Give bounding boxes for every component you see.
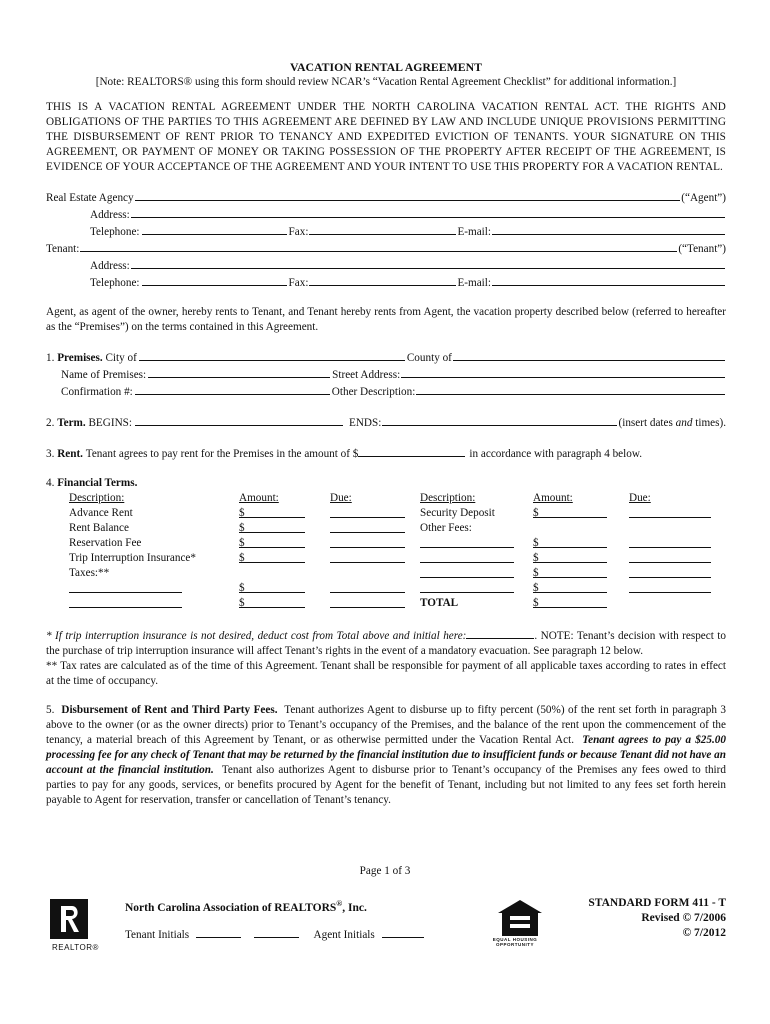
dollar-sign: $	[533, 582, 539, 594]
item-advance-rent: Advance Rent	[69, 507, 133, 519]
confirmation-field[interactable]	[135, 383, 330, 395]
dollar-sign: $	[533, 507, 539, 519]
equal-housing-icon	[497, 899, 543, 942]
trip-insurance-due[interactable]	[330, 551, 405, 563]
tenant-field[interactable]	[80, 240, 677, 252]
disbursement-text-a: Tenant authorizes Agent to disburse up to fifty percent (50%) of the rent set forth in paragraph 3 above to the owner (or as the owner directs) prior to Tenant’s occupancy of the Premises, and the balance of the rent upon the commencement of the tenancy, a material breach of this Agreement by Tenant, or as otherwise permitted under the Vacation Rental Act.	[46, 704, 726, 746]
page-number: Page 1 of 3	[359, 865, 411, 877]
rent-text-b: in accordance with paragraph 4 below.	[469, 448, 642, 460]
agency-field[interactable]	[135, 189, 681, 201]
financial-table	[69, 491, 726, 627]
extra-description-field[interactable]	[69, 581, 182, 593]
agent-suffix: (“Agent”)	[681, 192, 726, 204]
premises-number: 1.	[46, 352, 55, 364]
agent-initials-field[interactable]	[382, 926, 424, 938]
county-field[interactable]	[453, 349, 725, 361]
city-label: City of	[105, 352, 137, 364]
tenant-initials-field[interactable]	[196, 926, 241, 938]
document-title: VACATION RENTAL AGREEMENT	[289, 60, 483, 74]
other-fee-description[interactable]	[420, 566, 514, 578]
rent-text-a: Tenant agrees to pay rent for the Premises in the amount of $	[85, 448, 359, 460]
dollar-sign: $	[239, 582, 245, 594]
tenant-email-field[interactable]	[492, 274, 725, 286]
street-field[interactable]	[401, 366, 725, 378]
registered-mark: ®	[336, 899, 343, 908]
address-label: Address:	[90, 260, 130, 272]
dollar-sign: $	[533, 597, 539, 609]
ends-field[interactable]	[382, 414, 617, 426]
other-fee-description[interactable]	[420, 551, 514, 563]
telephone-label: Telephone:	[90, 277, 140, 289]
email-label: E-mail:	[457, 226, 491, 238]
tax-note: ** Tax rates are calculated as of the time of this Agreement. Tenant shall be responsible for payment of all applicable taxes according to rates in effect at the time of occupancy.	[46, 660, 726, 687]
disbursement-paragraph	[46, 703, 726, 808]
agency-row	[46, 189, 726, 206]
premises-name-field[interactable]	[148, 366, 330, 378]
ends-label: ENDS:	[348, 417, 382, 429]
dollar-sign: $	[239, 537, 245, 549]
realtor-logo-label: REALTOR®	[52, 943, 99, 952]
term-number: 2.	[46, 417, 55, 429]
other-fee-description[interactable]	[420, 581, 514, 593]
right-amount-header: Amount:	[533, 492, 573, 504]
other-fee-amount[interactable]	[533, 581, 607, 593]
financial-number: 4.	[46, 477, 55, 489]
agency-fax-field[interactable]	[309, 223, 456, 235]
dollar-sign: $	[239, 507, 245, 519]
financial-heading-row	[46, 476, 726, 491]
extra-amount-field[interactable]	[239, 581, 305, 593]
rent-heading: Rent.	[57, 448, 83, 460]
agency-address-row	[46, 206, 726, 223]
confirmation-label: Confirmation #:	[61, 386, 133, 398]
opportunity-text: OPPORTUNITY	[495, 942, 534, 947]
other-fee-description[interactable]	[420, 536, 514, 548]
address-label: Address:	[90, 209, 130, 221]
tenant-row	[46, 240, 726, 257]
realtor-note: [Note: REALTORS® using this form should review NCAR’s “Vacation Rental Agreement Checklist” for additional information.]	[95, 76, 677, 88]
disbursement-text-b: Tenant also authorizes Agent to disburse prior to Tenant’s occupancy of the Premises any fees owed to third parties to pay for any goods, services, or benefits procured by Agent for the benefit of Tenant, including but not limited to any fees set forth herein payable to Agent for reservation, transfer or cancellation of Tenant’s tenancy.	[46, 764, 726, 806]
item-reservation-fee: Reservation Fee	[69, 537, 142, 549]
initials-row	[125, 926, 424, 943]
right-description-header: Description:	[420, 492, 476, 504]
other-fee-amount[interactable]	[533, 551, 607, 563]
security-deposit-amount[interactable]	[533, 506, 607, 518]
other-fee-due[interactable]	[629, 551, 711, 563]
rent-number: 3.	[46, 448, 55, 460]
rent-row	[46, 445, 726, 462]
term-suffix-a: (insert dates	[618, 417, 673, 429]
agency-address-field[interactable]	[131, 206, 725, 218]
item-taxes: Taxes:**	[69, 567, 110, 579]
tenant-initials-label: Tenant Initials	[125, 929, 190, 941]
item-security-deposit: Security Deposit	[420, 507, 495, 519]
dollar-sign: $	[239, 552, 245, 564]
tenant-fax-field[interactable]	[309, 274, 456, 286]
term-suffix-b: times).	[695, 417, 726, 429]
tenant-initials-field-2[interactable]	[254, 926, 299, 938]
trip-note-italic: * If trip interruption insurance is not desired, deduct cost from Total above and initial here:	[46, 630, 467, 642]
agent-initials-label: Agent Initials	[313, 929, 375, 941]
fax-label: Fax:	[288, 226, 309, 238]
left-due-header: Due:	[330, 492, 352, 504]
rent-balance-due[interactable]	[330, 521, 405, 533]
street-label: Street Address:	[332, 369, 401, 381]
other-fee-due[interactable]	[629, 566, 711, 578]
disbursement-number: 5.	[46, 704, 55, 716]
extra-amount-field[interactable]	[239, 596, 305, 608]
premises-row-city	[46, 349, 726, 366]
agency-contact-row	[46, 223, 726, 240]
financial-heading: Financial Terms.	[57, 477, 138, 489]
trip-insurance-note	[46, 627, 726, 659]
term-row	[46, 414, 726, 431]
agency-telephone-field[interactable]	[142, 223, 287, 235]
other-fee-due[interactable]	[629, 581, 711, 593]
tenant-address-field[interactable]	[131, 257, 725, 269]
agency-email-field[interactable]	[492, 223, 725, 235]
equal-housing-text: EQUAL HOUSING	[492, 937, 538, 942]
left-amount-header: Amount:	[239, 492, 279, 504]
extra-due-field[interactable]	[330, 596, 405, 608]
form-identifier	[588, 896, 726, 941]
security-deposit-due[interactable]	[629, 506, 711, 518]
total-label: TOTAL	[420, 597, 459, 609]
county-label: County of	[406, 352, 452, 364]
item-trip-insurance: Trip Interruption Insurance*	[69, 552, 196, 564]
advance-rent-due[interactable]	[330, 506, 405, 518]
dollar-sign: $	[239, 522, 245, 534]
other-description-field[interactable]	[416, 383, 725, 395]
tenant-suffix: (“Tenant”)	[678, 243, 726, 255]
agency-label: Real Estate Agency	[46, 192, 134, 204]
email-label: E-mail:	[457, 277, 491, 289]
extra-due-field[interactable]	[330, 581, 405, 593]
tenant-contact-row	[46, 274, 726, 291]
other-fee-amount[interactable]	[533, 536, 607, 548]
tenant-telephone-field[interactable]	[142, 274, 287, 286]
reservation-fee-due[interactable]	[330, 536, 405, 548]
intro-disclosure: THIS IS A VACATION RENTAL AGREEMENT UNDER THE NORTH CAROLINA VACATION RENTAL ACT. THE RIGHTS AND OBLIGATIONS OF THE PARTIES TO THIS AGREEMENT ARE DEFINED BY LAW AND INCLUDE UNIQUE PROVISIONS PERMITTING THE DISBURSEMENT OF RENT PRIOR TO TENANCY AND EXPEDITED EVICTION OF TENANTS. YOUR SIGNATURE ON THIS AGREEMENT, OR PAYMENT OF MONEY OR TAKING POSSESSION OF THE PROPERTY AFTER RECEIPT OF THE AGREEMENT, IS EVIDENCE OF YOUR ACCEPTANCE OF THE AGREEMENT AND YOUR INTENT TO USE THIS PROPERTY FOR A VACATION RENTAL.	[46, 101, 726, 173]
association-inc: , Inc.	[342, 901, 367, 914]
left-description-header: Description:	[69, 492, 125, 504]
agent-paragraph: Agent, as agent of the owner, hereby rents to Tenant, and Tenant hereby rents from Agent, the vacation property described below (referred to hereafter as the “Premises”) on the terms contained in this Agreement.	[46, 306, 726, 333]
dollar-sign: $	[533, 567, 539, 579]
total-amount[interactable]	[533, 596, 607, 608]
other-description-label: Other Description:	[331, 386, 416, 398]
city-field[interactable]	[139, 349, 405, 361]
premises-row-name	[46, 366, 726, 383]
realtor-logo-icon	[50, 899, 88, 939]
trip-insurance-amount[interactable]	[239, 551, 305, 563]
rent-balance-amount[interactable]	[239, 521, 305, 533]
form-revised: Revised © 7/2006	[641, 912, 726, 924]
item-rent-balance: Rent Balance	[69, 522, 129, 534]
item-other-fees: Other Fees:	[420, 522, 472, 534]
tenant-address-row	[46, 257, 726, 274]
begins-field[interactable]	[135, 414, 343, 426]
premises-row-confirmation	[46, 383, 726, 400]
form-copyright: © 7/2012	[682, 927, 726, 939]
equal-housing-label	[486, 937, 544, 947]
dollar-sign: $	[239, 597, 245, 609]
reservation-fee-amount[interactable]	[239, 536, 305, 548]
tenant-label: Tenant:	[46, 243, 80, 255]
dollar-sign: $	[533, 552, 539, 564]
fax-label: Fax:	[288, 277, 309, 289]
association-name-text: North Carolina Association of REALTORS	[125, 901, 337, 914]
form-name: STANDARD FORM 411 - T	[588, 897, 726, 909]
advance-rent-amount[interactable]	[239, 506, 305, 518]
other-fee-amount[interactable]	[533, 566, 607, 578]
trip-initial-field[interactable]	[466, 627, 534, 639]
disbursement-heading: Disbursement of Rent and Third Party Fees.	[61, 704, 278, 716]
premises-name-label: Name of Premises:	[61, 369, 147, 381]
term-heading: Term.	[57, 417, 86, 429]
document-page	[46, 60, 726, 808]
extra-description-field[interactable]	[69, 596, 182, 608]
dollar-sign: $	[533, 537, 539, 549]
term-suffix-and: and	[675, 417, 693, 429]
other-fee-due[interactable]	[629, 536, 711, 548]
trip-note-rest: . NOTE: Tenant’s decision with respect to the purchase of trip interruption insurance will affect Tenant’s rights in the event of a mandatory evacuation. See paragraph 12 below.	[46, 630, 726, 657]
rent-amount-field[interactable]	[358, 445, 465, 457]
premises-heading: Premises.	[57, 352, 103, 364]
right-due-header: Due:	[629, 492, 651, 504]
begins-label: BEGINS:	[88, 417, 132, 429]
association-name	[125, 896, 367, 916]
telephone-label: Telephone:	[90, 226, 140, 238]
disbursement-processing-fee: Tenant agrees to pay a $25.00 processing fee for any check of Tenant that may be returned by the financial institution due to insufficient funds or because Tenant did not have an account at the financial institution.	[46, 734, 726, 776]
